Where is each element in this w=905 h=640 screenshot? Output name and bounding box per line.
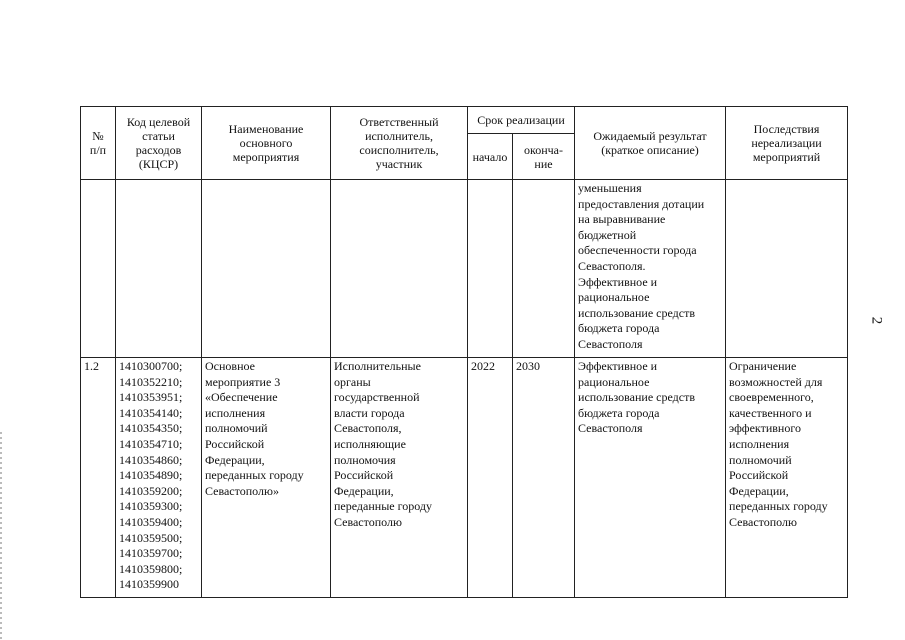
- cell-name: [202, 180, 331, 358]
- header-code: Код целевой статьи расходов (КЦСР): [116, 107, 202, 180]
- cell-end: [513, 180, 575, 358]
- cell-code: [116, 180, 202, 358]
- cell-executor: [331, 180, 468, 358]
- cell-result: Эффективное и рациональное использование средств бюджета города Севастополя: [575, 358, 726, 598]
- header-end: оконча- ние: [513, 134, 575, 180]
- scan-edge-marks: [0, 432, 2, 640]
- cell-end: 2030: [513, 358, 575, 598]
- page-number: 2: [868, 316, 885, 325]
- table-row: [81, 180, 848, 358]
- cell-name: Основное мероприятие 3 «Обеспечение исполнения полномочий Российской Федерации, переданных городу Севастополю»: [202, 358, 331, 598]
- header-executor: Ответственный исполнитель, соисполнитель, участник: [331, 107, 468, 180]
- cell-consequences: Ограничение возможностей для своевременного, качественного и эффективного исполнения полномочий Российской Федерации, переданных городу Севастополю: [726, 358, 848, 598]
- header-result: Ожидаемый результат (краткое описание): [575, 107, 726, 180]
- header-period: Срок реализации: [468, 107, 575, 134]
- cell-num: 1.2: [81, 358, 116, 598]
- cell-result: уменьшения предоставления дотации на выравнивание бюджетной обеспеченности города Севастополя. Эффективное и рациональное использование средств бюджета города Севастополя: [575, 180, 726, 358]
- cell-num: [81, 180, 116, 358]
- cell-executor: Исполнительные органы государственной власти города Севастополя, исполняющие полномочия Российской Федерации, переданные городу Севастополю: [331, 358, 468, 598]
- header-name: Наименование основного мероприятия: [202, 107, 331, 180]
- cell-start: 2022: [468, 358, 513, 598]
- activities-table: [80, 106, 848, 598]
- cell-consequences: [726, 180, 848, 358]
- cell-code: 1410300700; 1410352210; 1410353951; 1410354140; 1410354350; 1410354710; 1410354860; 1410354890; 1410359200; 1410359300; 1410359400; 1410359500; 1410359700; 1410359800; 1410359900: [116, 358, 202, 598]
- header-start: начало: [468, 134, 513, 180]
- header-consequences: Последствия нереализации мероприятий: [726, 107, 848, 180]
- table-row: [81, 358, 848, 598]
- cell-start: [468, 180, 513, 358]
- header-num: № п/п: [81, 107, 116, 180]
